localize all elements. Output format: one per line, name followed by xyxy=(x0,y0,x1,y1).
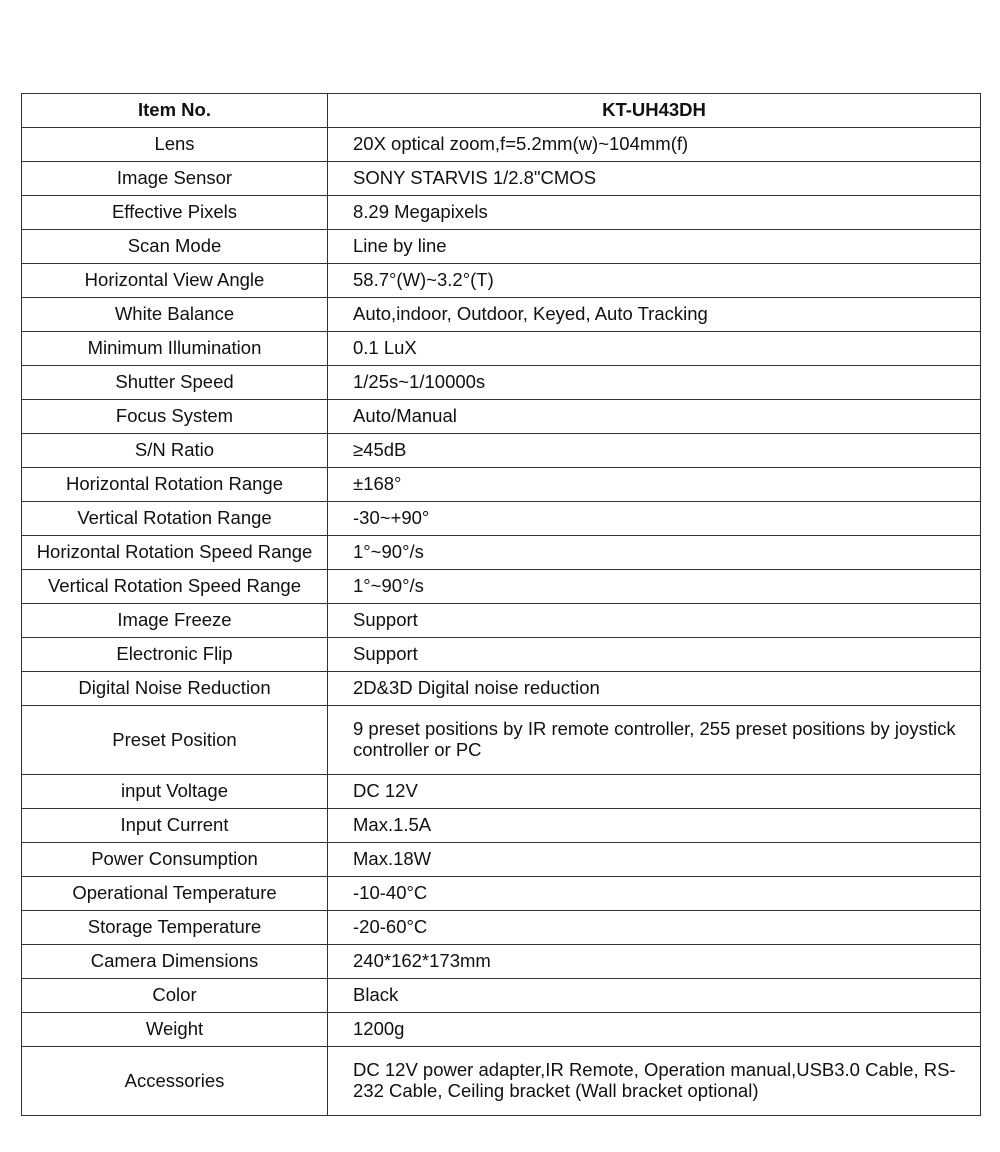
spec-value: Max.18W xyxy=(328,843,981,877)
spec-row-color xyxy=(22,979,981,1013)
spec-value: Support xyxy=(328,638,981,672)
spec-row-vertical-rotation-range xyxy=(22,502,981,536)
spec-row-weight xyxy=(22,1013,981,1047)
spec-row-scan-mode xyxy=(22,230,981,264)
spec-row-sn-ratio xyxy=(22,434,981,468)
spec-row-focus-system xyxy=(22,400,981,434)
spec-value: -30~+90° xyxy=(328,502,981,536)
spec-row-digital-noise-reduction xyxy=(22,672,981,706)
spec-value: 20X optical zoom,f=5.2mm(w)~104mm(f) xyxy=(328,128,981,162)
spec-value: 1°~90°/s xyxy=(328,570,981,604)
spec-label: Horizontal View Angle xyxy=(22,264,328,298)
spec-label: Focus System xyxy=(22,400,328,434)
spec-label: Weight xyxy=(22,1013,328,1047)
spec-row-white-balance xyxy=(22,298,981,332)
spec-label: Shutter Speed xyxy=(22,366,328,400)
spec-label: Digital Noise Reduction xyxy=(22,672,328,706)
spec-value: Support xyxy=(328,604,981,638)
spec-row-accessories xyxy=(22,1047,981,1116)
spec-label: Input Current xyxy=(22,809,328,843)
spec-label: Vertical Rotation Speed Range xyxy=(22,570,328,604)
spec-value: 2D&3D Digital noise reduction xyxy=(328,672,981,706)
spec-value: -20-60°C xyxy=(328,911,981,945)
spec-label: Camera Dimensions xyxy=(22,945,328,979)
spec-row-image-freeze xyxy=(22,604,981,638)
spec-label: Scan Mode xyxy=(22,230,328,264)
spec-value: Max.1.5A xyxy=(328,809,981,843)
spec-body xyxy=(22,128,981,1116)
spec-label: S/N Ratio xyxy=(22,434,328,468)
spec-label: Horizontal Rotation Speed Range xyxy=(22,536,328,570)
spec-value: 1200g xyxy=(328,1013,981,1047)
spec-value: Auto/Manual xyxy=(328,400,981,434)
spec-value: -10-40°C xyxy=(328,877,981,911)
header-model: KT-UH43DH xyxy=(328,94,981,128)
spec-value: 240*162*173mm xyxy=(328,945,981,979)
spec-value: SONY STARVIS 1/2.8"CMOS xyxy=(328,162,981,196)
spec-row-lens xyxy=(22,128,981,162)
spec-row-vertical-rotation-speed-range xyxy=(22,570,981,604)
spec-label: Image Freeze xyxy=(22,604,328,638)
spec-label: Storage Temperature xyxy=(22,911,328,945)
spec-value: ±168° xyxy=(328,468,981,502)
spec-value: 8.29 Megapixels xyxy=(328,196,981,230)
spec-value: 9 preset positions by IR remote controller, 255 preset positions by joystick controller or PC xyxy=(328,706,981,775)
spec-row-horizontal-rotation-speed-range xyxy=(22,536,981,570)
spec-value: 0.1 LuX xyxy=(328,332,981,366)
spec-label: Power Consumption xyxy=(22,843,328,877)
spec-value: 1°~90°/s xyxy=(328,536,981,570)
spec-row-camera-dimensions xyxy=(22,945,981,979)
spec-value: 1/25s~1/10000s xyxy=(328,366,981,400)
spec-label: Electronic Flip xyxy=(22,638,328,672)
spec-row-storage-temperature xyxy=(22,911,981,945)
spec-row-power-consumption xyxy=(22,843,981,877)
spec-label: Image Sensor xyxy=(22,162,328,196)
spec-row-shutter-speed xyxy=(22,366,981,400)
spec-row-horizontal-view-angle xyxy=(22,264,981,298)
spec-row-minimum-illumination xyxy=(22,332,981,366)
spec-label: Minimum Illumination xyxy=(22,332,328,366)
spec-row-effective-pixels xyxy=(22,196,981,230)
spec-label: Color xyxy=(22,979,328,1013)
spec-row-preset-position xyxy=(22,706,981,775)
spec-table xyxy=(21,93,981,1116)
header-row xyxy=(22,94,981,128)
spec-label: input Voltage xyxy=(22,775,328,809)
spec-label: White Balance xyxy=(22,298,328,332)
spec-value: ≥45dB xyxy=(328,434,981,468)
spec-label: Vertical Rotation Range xyxy=(22,502,328,536)
spec-label: Operational Temperature xyxy=(22,877,328,911)
spec-label: Horizontal Rotation Range xyxy=(22,468,328,502)
spec-row-electronic-flip xyxy=(22,638,981,672)
spec-label: Preset Position xyxy=(22,706,328,775)
spec-value: Black xyxy=(328,979,981,1013)
spec-value: DC 12V power adapter,IR Remote, Operation manual,USB3.0 Cable, RS-232 Cable, Ceiling bracket (Wall bracket optional) xyxy=(328,1047,981,1116)
spec-row-input-current xyxy=(22,809,981,843)
spec-row-input-voltage xyxy=(22,775,981,809)
spec-value: Auto,indoor, Outdoor, Keyed, Auto Tracking xyxy=(328,298,981,332)
spec-label: Effective Pixels xyxy=(22,196,328,230)
spec-label: Accessories xyxy=(22,1047,328,1116)
spec-value: DC 12V xyxy=(328,775,981,809)
header-item-label: Item No. xyxy=(22,94,328,128)
spec-row-image-sensor xyxy=(22,162,981,196)
spec-label: Lens xyxy=(22,128,328,162)
spec-value: 58.7°(W)~3.2°(T) xyxy=(328,264,981,298)
spec-value: Line by line xyxy=(328,230,981,264)
spec-row-horizontal-rotation-range xyxy=(22,468,981,502)
spec-row-operational-temperature xyxy=(22,877,981,911)
